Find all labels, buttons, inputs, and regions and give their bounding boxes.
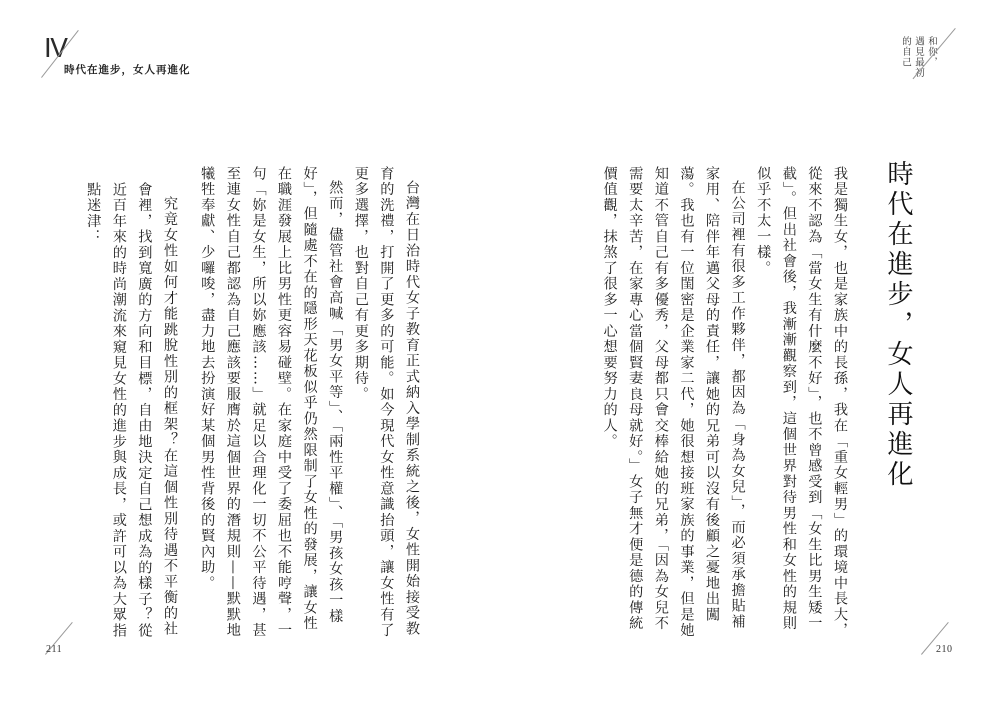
- running-head: 時代在進步，女人再進化: [64, 64, 191, 76]
- paragraph: 究竟女性如何才能跳脫性別的框架？在這個性別待遇不平衡的社會裡，找到寬廣的方向和目標，自由地決定自己想成為的樣子？從近百年來的時尚潮流來窺見女性的進步與成長，或許可以為大眾指點迷津：: [85, 182, 178, 639]
- series-tag-line: 的自己: [900, 36, 911, 68]
- page-number: 211: [46, 644, 63, 655]
- body-text-lower: [85, 182, 182, 644]
- chapter-title: 時代在進步，女人再進化: [883, 160, 913, 490]
- chapter-numeral: Ⅳ: [44, 34, 67, 63]
- paragraph: 台灣在日治時代女子教育正式納入學制系統之後，女性開始接受教育的洗禮，打開了更多的可能。如今現代女性意識抬頭，讓女性有了更多選擇，也對自己有更多期待。: [352, 166, 420, 639]
- page-number: 210: [936, 644, 953, 655]
- paragraph: 我是獨生女，也是家族中的長孫，我在「重女輕男」的環境中長大，從來不認為「當女生有什麼不好」，也不曾感受到「女生比男生矮一截」。但出社會後，我漸漸觀察到，這個世界對待男性和女性的規則似乎不太一樣。: [755, 166, 848, 639]
- paragraph: 然而，儘管社會高喊「男女平等」、「兩性平權」、「男孩女孩一樣好」，但隨處不在的隱形天花板似乎仍然限制了女性的發展，讓女性在職涯發展上比男性更容易碰壁。在家庭中受了委屈也不能哼聲，一句「妳是女生，所以妳應該……」就足以合理化一切不公平待遇，甚至連女性自己都認為自己應該要服膺於這個世界的潛規則——默默地犧牲奉獻、少囉唆，盡力地去扮演好某個男性背後的賢內助。: [199, 166, 344, 639]
- body-text-upper: [190, 166, 424, 644]
- body-text-right: [582, 166, 852, 644]
- series-tag: [899, 36, 938, 96]
- series-tag-line: 和你，: [926, 36, 937, 68]
- paragraph: 在公司裡有很多工作夥伴，都因為「身為女兒」，而必須承擔貼補家用、陪伴年邁父母的責任，讓她的兄弟可以沒有後顧之憂地出闖蕩。我也有一位閨密是企業家二代，她很想接班家族的事業，但是她知道不管自己有多優秀，父母都只會交棒給她的兄弟，「因為女兒不需要太辛苦，在家專心當個賢妻良母就好。」女子無才便是德的傳統價值觀，抹煞了很多一心想要努力的人。: [601, 166, 746, 639]
- series-tag-line: 遇見最初: [913, 36, 924, 78]
